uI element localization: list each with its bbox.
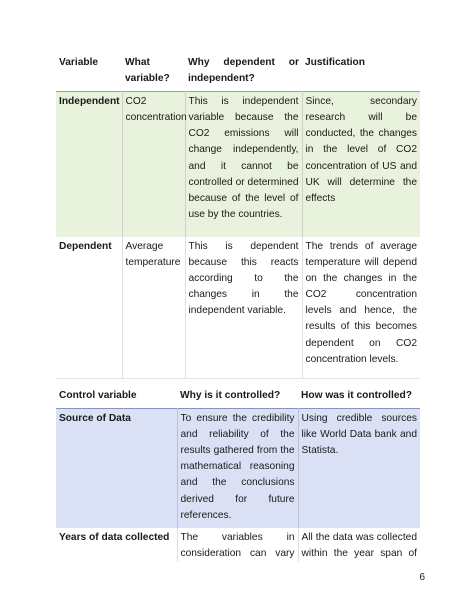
row-variable-name: Source of Data: [56, 409, 177, 528]
row-why: To ensure the credibility and reliability of the results gathered from the mathematical reasoning and the conclusions derived for future references.: [177, 409, 298, 528]
variables-table: [56, 55, 420, 379]
row-how: All the data was collected within the year span of: [298, 528, 420, 562]
header-why-controlled: Why is it controlled?: [180, 390, 281, 401]
table-header-row: [56, 388, 420, 409]
header-justification: Justification: [305, 57, 366, 68]
table-row: [56, 528, 420, 562]
header-variable: Variable: [59, 57, 99, 68]
row-variable-name: Years of data collected: [59, 531, 170, 543]
table-header-row: [56, 55, 420, 92]
row-why: The variables in consideration can vary: [177, 528, 298, 562]
row-what: CO2 concentration: [122, 92, 185, 237]
header-what-variable: What variable?: [125, 57, 170, 85]
row-variable-name: Dependent: [59, 240, 112, 252]
table-row: [56, 409, 420, 528]
row-justification: The trends of average temperature will depend on the changes in the CO2 concentration levels and hence, the results of this becomes dependent on CO2 concentration levels.: [302, 237, 420, 378]
header-why-dependent: Why dependent or independent?: [188, 57, 299, 85]
control-variables-table: [56, 388, 420, 562]
row-justification: Since, secondary research will be conducted, the changes in the level of CO2 concentration of US and UK will determine the effects: [302, 92, 420, 237]
row-why: This is dependent because this reacts according to the changes in the independent variable.: [185, 237, 302, 378]
row-why: This is independent variable because the CO2 emissions will change independently, and it cannot be controlled or determined because of the level of use by the countries.: [185, 92, 302, 237]
row-what: Average temperature: [122, 237, 185, 378]
table-row: [56, 237, 420, 378]
header-how-controlled: How was it controlled?: [301, 390, 412, 401]
header-control-variable: Control variable: [59, 390, 137, 401]
page-number: 6: [419, 572, 425, 583]
row-how: Using credible sources like World Data bank and Statista.: [298, 409, 420, 528]
row-variable-name: Independent: [56, 92, 122, 237]
table-row: [56, 92, 420, 237]
